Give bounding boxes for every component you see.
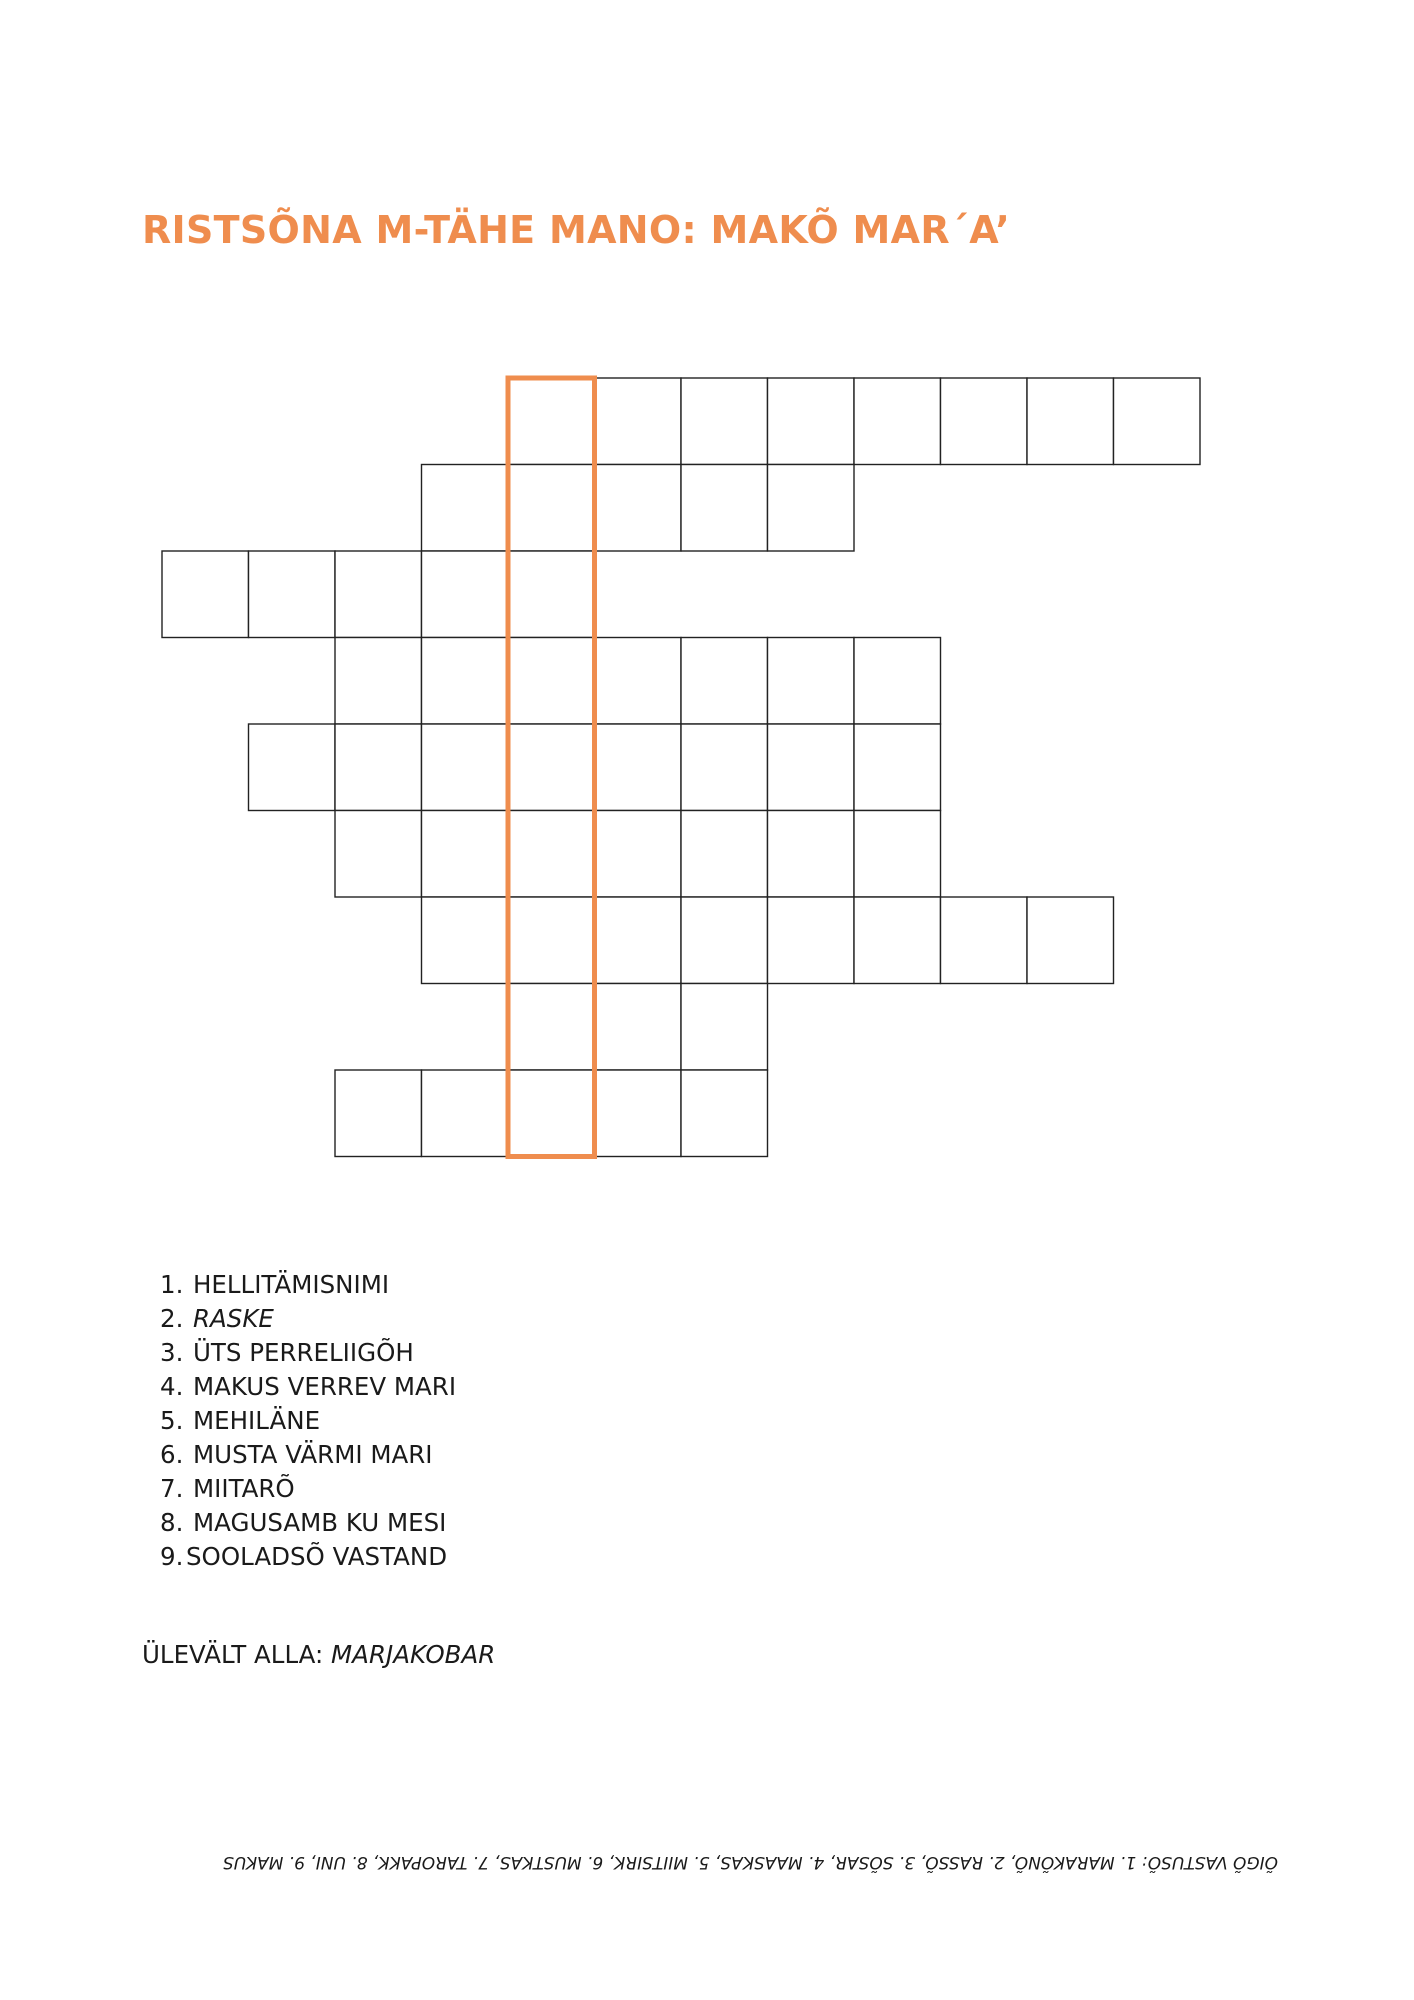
crossword-cell	[595, 465, 682, 552]
clue-text: RASKE	[193, 1304, 274, 1333]
crossword-cell	[422, 897, 509, 984]
crossword-cell	[681, 811, 768, 898]
clue-text: MEHILÄNE	[193, 1406, 321, 1435]
crossword-cell	[162, 551, 249, 638]
crossword-cell	[595, 638, 682, 725]
page-title: RISTSÕNA M-TÄHE MANO: MAKÕ MAR´A’	[142, 208, 1011, 252]
crossword-cell	[335, 724, 422, 811]
down-clue	[142, 1640, 495, 1669]
crossword-cell	[681, 724, 768, 811]
crossword-cell	[681, 1070, 768, 1157]
clue-item	[160, 1268, 456, 1302]
crossword-cell	[854, 811, 941, 898]
clue-text: MAKUS VERREV MARI	[193, 1372, 457, 1401]
crossword-cell	[595, 984, 682, 1071]
crossword-cell	[941, 897, 1028, 984]
clue-text: SOOLADSÕ VASTAND	[186, 1542, 448, 1571]
crossword-cell	[768, 897, 855, 984]
crossword-cell	[681, 984, 768, 1071]
crossword-cell	[422, 724, 509, 811]
clue-number: 1.	[160, 1270, 184, 1299]
clue-number: 6.	[160, 1440, 184, 1469]
crossword-cell	[854, 724, 941, 811]
crossword-cell	[508, 897, 595, 984]
crossword-cell	[508, 811, 595, 898]
clue-number: 9.	[160, 1542, 184, 1571]
crossword-cell	[681, 465, 768, 552]
crossword-cell	[854, 897, 941, 984]
crossword-cell	[1027, 897, 1114, 984]
crossword-cell	[1027, 378, 1114, 465]
clue-item	[160, 1506, 456, 1540]
clue-number: 3.	[160, 1338, 184, 1367]
crossword-cell	[768, 638, 855, 725]
clue-number: 7.	[160, 1474, 184, 1503]
crossword-cell	[681, 378, 768, 465]
clue-item	[160, 1370, 456, 1404]
down-answer: MARJAKOBAR	[331, 1640, 496, 1669]
clue-item	[160, 1302, 456, 1336]
crossword-cell	[768, 724, 855, 811]
crossword-cell	[1114, 378, 1201, 465]
clue-number: 5.	[160, 1406, 184, 1435]
clue-text: MAGUSAMB KU MESI	[193, 1508, 447, 1537]
crossword-cell	[768, 811, 855, 898]
clue-number: 8.	[160, 1508, 184, 1537]
clue-item	[160, 1404, 456, 1438]
crossword-cell	[422, 551, 509, 638]
crossword-cell	[508, 551, 595, 638]
crossword-cell	[249, 551, 336, 638]
crossword-cell	[595, 811, 682, 898]
clue-text: ÜTS PERRELIIGÕH	[193, 1338, 414, 1367]
crossword-cell	[854, 378, 941, 465]
crossword-cell	[768, 378, 855, 465]
crossword-cell	[595, 897, 682, 984]
down-label: ÜLEVÄLT ALLA:	[142, 1640, 324, 1669]
clue-text: MIITARÕ	[193, 1474, 295, 1503]
crossword-cell	[768, 465, 855, 552]
crossword-cell	[422, 465, 509, 552]
clue-item	[160, 1336, 456, 1370]
crossword-cell	[422, 811, 509, 898]
clue-text: MUSTA VÄRMI MARI	[193, 1440, 433, 1469]
clue-item	[160, 1438, 456, 1472]
crossword-cell	[508, 638, 595, 725]
crossword-cell	[508, 465, 595, 552]
crossword-cell	[335, 551, 422, 638]
clue-list	[160, 1268, 456, 1574]
clue-item	[160, 1540, 456, 1574]
clue-number: 4.	[160, 1372, 184, 1401]
crossword-cell	[508, 378, 595, 465]
crossword-cell	[681, 897, 768, 984]
clue-number: 2.	[160, 1304, 184, 1333]
crossword-cell	[508, 1070, 595, 1157]
clue-text: HELLITÄMISNIMI	[193, 1270, 390, 1299]
crossword-cell	[681, 638, 768, 725]
crossword-cell	[854, 638, 941, 725]
crossword-cell	[595, 724, 682, 811]
crossword-cell	[335, 811, 422, 898]
crossword-cell	[422, 1070, 509, 1157]
crossword-cell	[335, 638, 422, 725]
crossword-cell	[249, 724, 336, 811]
crossword-cell	[595, 1070, 682, 1157]
crossword-cell	[335, 1070, 422, 1157]
clue-item	[160, 1472, 456, 1506]
upside-down-answer-key: ÕIGÕ VASTUSÕ: 1. MARAKÕNÕ, 2. RASSÕ, 3. SÕSAR, 4. MAASKAS, 5. MIITSIRK, 6. MUSTKAS, 7. TAROPAKK, 8. UNI, 9. MAKUS	[222, 1852, 1278, 1872]
crossword-cell	[508, 724, 595, 811]
crossword-cell	[941, 378, 1028, 465]
crossword-cell	[595, 378, 682, 465]
crossword-cell	[422, 638, 509, 725]
crossword-cell	[508, 984, 595, 1071]
